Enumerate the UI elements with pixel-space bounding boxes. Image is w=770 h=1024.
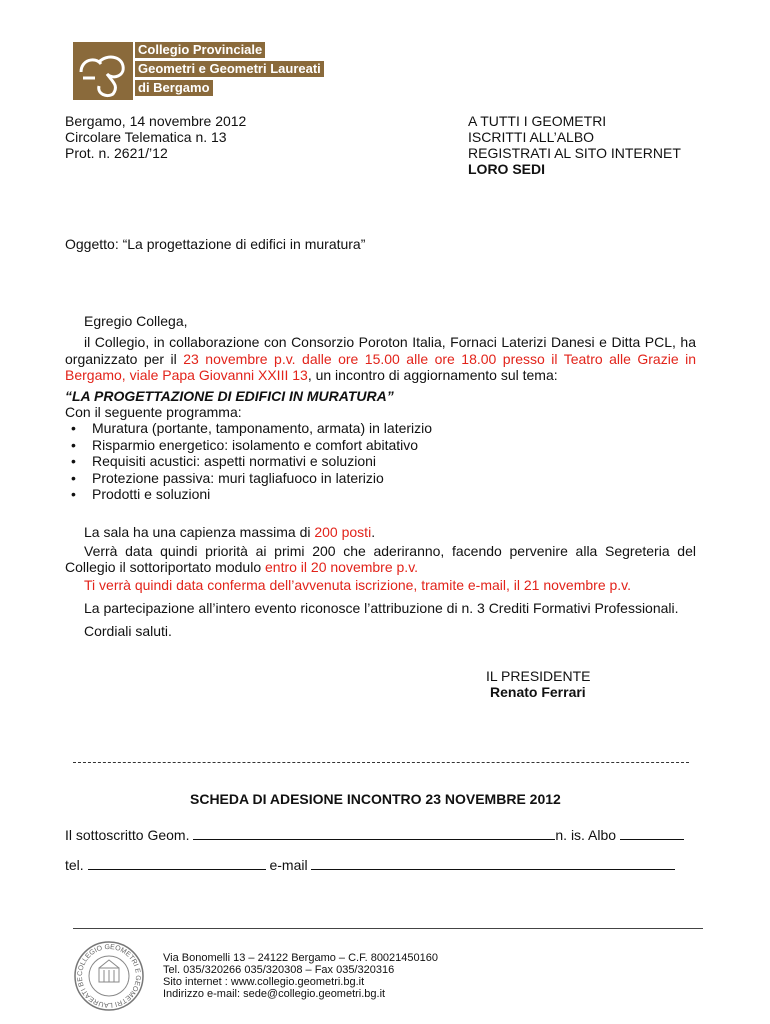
capacity-line [84,524,375,541]
geom-label: Il sottoscritto Geom. [65,827,190,843]
logo-line-2: Geometri e Geometri Laureati [135,61,324,77]
signature-title: IL PRESIDENTE [486,668,591,684]
list-item: • Requisiti acustici: aspetti normativi e soluzioni [65,453,432,470]
recipient-line-2: ISCRITTI ALL’ALBO [468,129,595,145]
text-segment: , un incontro di aggiornamento sul tema: [307,367,558,383]
list-item: • Prodotti e soluzioni [65,486,432,503]
logo-line-3: di Bergamo [135,80,213,96]
confirmation-line: Ti verrà quindi data conferma dell’avvenuta iscrizione, tramite e-mail, il 21 novembre p.v. [84,577,632,593]
signature-name: Renato Ferrari [490,684,586,700]
priority-line-2 [65,559,418,576]
form-row-contact [65,855,675,874]
greeting: Egregio Collega, [84,313,188,329]
collegio-seal-icon [73,940,145,1012]
logo-line-1: Collegio Provinciale [135,42,265,58]
form-title: SCHEDA DI ADESIONE INCONTRO 23 NOVEMBRE 2012 [190,791,561,807]
body-paragraph-1-line-3 [65,367,558,384]
albo-label: n. is. Albo [555,827,617,843]
form-row-geom [65,825,684,844]
email-label: e-mail [269,857,308,873]
footer-divider [73,928,703,929]
text-segment: La sala ha una capienza massima di [84,524,315,540]
event-date-highlight: 23 novembre p.v. dalle ore 15.00 alle ore 18.00 presso il Teatro alle Grazie in [183,351,696,367]
recipient-line-3: REGISTRATI AL SITO INTERNET [468,145,681,161]
text-segment: organizzato per il [65,351,184,367]
footer-email-link[interactable]: Indirizzo e-mail: sede@collegio.geometri.bg.it [163,988,386,1000]
footer-address: Via Bonomelli 13 – 24122 Bergamo – C.F. 80021450160 [163,952,438,964]
logo-name [135,42,341,100]
event-theme: “LA PROGETTAZIONE DI EDIFICI IN MURATURA” [65,388,394,404]
logo-mark-icon [73,42,133,100]
program-intro: Con il seguente programma: [65,404,242,420]
body-paragraph-1-line-2 [65,351,696,368]
text-segment: Collegio il sottoriportato modulo [65,559,265,575]
footer-website-link[interactable]: Sito internet : www.collegio.geometri.bg.it [163,976,365,988]
list-item: • Protezione passiva: muri tagliafuoco in laterizio [65,470,432,487]
email-field[interactable] [311,855,675,870]
footer-phone: Tel. 035/320266 035/320308 – Fax 035/320316 [163,964,395,976]
collegio-logo [73,42,343,102]
text-segment: . [371,524,376,540]
geom-name-field[interactable] [193,825,555,840]
list-item: • Risparmio energetico: isolamento e comfort abitativo [65,437,432,454]
recipient-line-1: A TUTTI I GEOMETRI [468,113,607,129]
program-list [65,420,432,503]
capacity-highlight: 200 posti [314,524,372,540]
letter-date: Bergamo, 14 novembre 2012 [65,113,247,129]
body-paragraph-1-line-1: il Collegio, in collaborazione con Consorzio Poroton Italia, Fornaci Laterizi Danesi e Ditta PCL, ha [84,334,696,350]
tel-field[interactable] [88,855,266,870]
closing-line: Cordiali saluti. [84,623,172,639]
protocol-number: Prot. n. 2621/’12 [65,145,168,161]
priority-line-1: Verrà data quindi priorità ai primi 200 che aderiranno, facendo pervenire alla Segreteria del [84,543,696,559]
tel-label: tel. [65,857,84,873]
cut-line-divider [73,762,689,763]
event-location-highlight: Bergamo, viale Papa Giovanni XXIII 13 [65,367,308,383]
circolare-number: Circolare Telematica n. 13 [65,129,227,145]
albo-number-field[interactable] [620,825,684,840]
recipient-line-4: LORO SEDI [468,161,546,177]
credits-line: La partecipazione all’intero evento riconosce l’attribuzione di n. 3 Crediti Formativi Professionali. [84,600,679,616]
deadline-highlight: entro il 20 novembre p.v. [265,559,419,575]
svg-text:COLLEGIO GEOMETRI E GEOMETRI L: COLLEGIO GEOMETRI E GEOMETRI LAUREATI BE [76,943,142,1009]
list-item: • Muratura (portante, tamponamento, armata) in laterizio [65,420,432,437]
subject-line: Oggetto: “La progettazione di edifici in muratura” [65,236,366,252]
